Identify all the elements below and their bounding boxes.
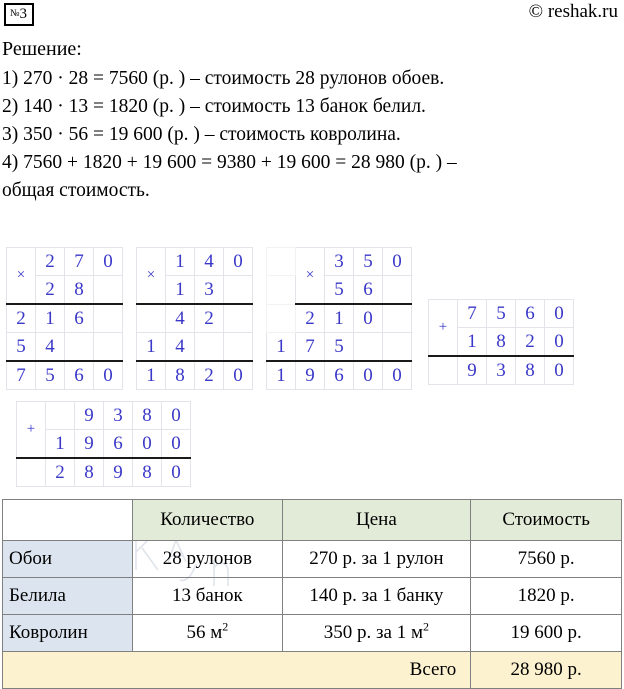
digit-cell: [429, 356, 458, 385]
table-row: [137, 248, 253, 276]
digit-cell: 8: [133, 458, 162, 487]
operator-multiply-icon: ×: [137, 248, 166, 305]
column-header-quantity: Количество: [133, 500, 282, 541]
digit-cell: 8: [65, 276, 94, 305]
column-addition-9380-19600: [16, 401, 191, 487]
digit-cell: 2: [195, 361, 224, 390]
digit-cell: [267, 276, 296, 305]
digit-cell: 1: [36, 304, 65, 333]
digit-cell: 3: [195, 276, 224, 305]
cell-price-whitewash: 140 р. за 1 банку: [282, 578, 471, 615]
quantity-value: 56 м: [186, 622, 223, 643]
digit-cell: [94, 304, 123, 333]
total-value: 28 980 р.: [471, 652, 622, 689]
cell-cost-wallpaper: 7560 р.: [471, 541, 622, 578]
table-row: [137, 304, 253, 333]
digit-cell: 0: [545, 328, 574, 357]
digit-cell: [94, 333, 123, 362]
digit-cell: 4: [166, 304, 195, 333]
digit-cell: 7: [7, 361, 36, 390]
digit-cell: 2: [46, 458, 75, 487]
digit-cell: 0: [545, 356, 574, 385]
digit-cell: 3: [487, 356, 516, 385]
digit-cell: [224, 333, 253, 362]
table-row-whitewash: [3, 578, 622, 615]
digit-cell: 0: [94, 248, 123, 276]
digit-cell: 1: [46, 430, 75, 459]
operator-multiply-icon: ×: [296, 248, 325, 305]
solution-step-1: 1) 270 · 28 = 7560 (р. ) – стоимость 28 рулонов обоев.: [2, 68, 445, 89]
digit-cell: 0: [224, 361, 253, 390]
digit-cell: 5: [7, 333, 36, 362]
task-number: 3: [19, 6, 28, 22]
digit-cell: 5: [487, 300, 516, 328]
digit-cell: [267, 248, 296, 276]
table-row: [267, 361, 412, 390]
digit-cell: 0: [383, 361, 412, 390]
digit-cell: 9: [104, 458, 133, 487]
table-row: [267, 333, 412, 362]
digit-cell: 0: [133, 430, 162, 459]
table-row: [137, 361, 253, 390]
table-total-row: [3, 652, 622, 689]
table-row: [267, 276, 412, 305]
digit-cell: 6: [516, 300, 545, 328]
table-row: [17, 402, 191, 430]
cell-quantity-wallpaper: 28 рулонов: [133, 541, 282, 578]
digit-cell: 4: [36, 333, 65, 362]
copyright-notice: © reshak.ru: [528, 1, 618, 22]
digit-cell: 1: [137, 361, 166, 390]
digit-cell: [137, 304, 166, 333]
digit-cell: [354, 333, 383, 362]
cost-summary-table: [2, 499, 622, 689]
table-row: [7, 333, 123, 362]
operator-plus-icon: +: [17, 402, 46, 459]
cell-price-wallpaper: 270 р. за 1 рулон: [282, 541, 471, 578]
digit-cell: 9: [458, 356, 487, 385]
digit-cell: 8: [516, 356, 545, 385]
digit-cell: [383, 276, 412, 305]
row-header-wallpaper: Обои: [3, 541, 133, 578]
digit-cell: 1: [267, 333, 296, 362]
digit-cell: 0: [545, 300, 574, 328]
price-value: 350 р. за 1 м: [323, 622, 423, 643]
digit-cell: 1: [458, 328, 487, 357]
digit-cell: 7: [458, 300, 487, 328]
digit-cell: 8: [75, 458, 104, 487]
solution-title: Решение:: [2, 38, 82, 60]
digit-cell: 6: [325, 361, 354, 390]
digit-cell: 3: [325, 248, 354, 276]
price-exponent: 2: [422, 619, 429, 634]
digit-cell: [46, 402, 75, 430]
total-label: Всего: [3, 652, 471, 689]
digit-cell: 4: [166, 333, 195, 362]
column-header-cost: Стоимость: [471, 500, 622, 541]
operator-plus-icon: +: [429, 300, 458, 357]
digit-cell: 6: [104, 430, 133, 459]
quantity-exponent: 2: [222, 619, 229, 634]
digit-cell: [94, 276, 123, 305]
operator-multiply-icon: ×: [7, 248, 36, 305]
digit-cell: 0: [383, 248, 412, 276]
digit-cell: 5: [354, 248, 383, 276]
table-row: [429, 356, 574, 385]
digit-cell: [224, 276, 253, 305]
solution-step-3: 3) 350 · 56 = 19 600 (р. ) – стоимость ковролина.: [2, 124, 401, 145]
column-multiplication-270x28: [6, 247, 123, 390]
digit-cell: 3: [104, 402, 133, 430]
table-header-row: [3, 500, 622, 541]
digit-cell: 8: [166, 361, 195, 390]
digit-cell: 0: [162, 430, 191, 459]
cell-cost-carpet: 19 600 р.: [471, 615, 622, 652]
digit-cell: [17, 458, 46, 487]
digit-cell: 0: [94, 361, 123, 390]
digit-cell: 1: [137, 333, 166, 362]
digit-cell: 7: [296, 333, 325, 362]
column-multiplication-140x13: [136, 247, 253, 390]
digit-cell: 0: [354, 304, 383, 333]
digit-cell: [267, 304, 296, 333]
cell-price-carpet: [282, 615, 471, 652]
digit-cell: [195, 333, 224, 362]
digit-cell: 7: [65, 248, 94, 276]
digit-cell: 5: [325, 333, 354, 362]
digit-cell: 2: [516, 328, 545, 357]
digit-cell: [224, 304, 253, 333]
solution-step-2: 2) 140 · 13 = 1820 (р. ) – стоимость 13 банок белил.: [2, 96, 426, 117]
solution-block: [2, 36, 562, 205]
column-addition-7560-1820: [428, 299, 574, 385]
solution-step-4-continued: общая стоимость.: [2, 180, 150, 201]
digit-cell: 5: [36, 361, 65, 390]
solution-step-4: 4) 7560 + 1820 + 19 600 = 9380 + 19 600 = 28 980 (р. ) –: [2, 152, 457, 173]
digit-cell: 8: [487, 328, 516, 357]
digit-cell: 0: [162, 402, 191, 430]
digit-cell: [65, 333, 94, 362]
digit-cell: 6: [354, 276, 383, 305]
number-sign: №: [10, 8, 20, 19]
table-row: [267, 248, 412, 276]
digit-cell: [383, 304, 412, 333]
digit-cell: 6: [65, 361, 94, 390]
digit-cell: 8: [133, 402, 162, 430]
digit-cell: 2: [36, 248, 65, 276]
column-header-price: Цена: [282, 500, 471, 541]
table-row-wallpaper: [3, 541, 622, 578]
table-row: [137, 333, 253, 362]
cell-quantity-whitewash: 13 банок: [133, 578, 282, 615]
table-row-carpet: [3, 615, 622, 652]
table-row: [7, 248, 123, 276]
digit-cell: 1: [267, 361, 296, 390]
cell-cost-whitewash: 1820 р.: [471, 578, 622, 615]
digit-cell: 2: [296, 304, 325, 333]
digit-cell: 9: [75, 402, 104, 430]
digit-cell: 9: [75, 430, 104, 459]
digit-cell: 2: [195, 304, 224, 333]
digit-cell: 9: [296, 361, 325, 390]
cell-quantity-carpet: [133, 615, 282, 652]
digit-cell: 5: [325, 276, 354, 305]
table-corner-cell: [3, 500, 133, 541]
table-row: [7, 361, 123, 390]
digit-cell: 1: [166, 276, 195, 305]
digit-cell: 2: [7, 304, 36, 333]
table-row: [429, 300, 574, 328]
digit-cell: 1: [166, 248, 195, 276]
digit-cell: [383, 333, 412, 362]
task-number-badge: [4, 3, 34, 26]
digit-cell: 0: [224, 248, 253, 276]
digit-cell: 1: [325, 304, 354, 333]
row-header-whitewash: Белила: [3, 578, 133, 615]
digit-cell: 2: [36, 276, 65, 305]
row-header-carpet: Ковролин: [3, 615, 133, 652]
digit-cell: 0: [162, 458, 191, 487]
digit-cell: 0: [354, 361, 383, 390]
digit-cell: 4: [195, 248, 224, 276]
column-multiplication-350x56: [266, 247, 412, 390]
table-row: [267, 304, 412, 333]
table-row: [17, 458, 191, 487]
table-row: [7, 304, 123, 333]
digit-cell: 6: [65, 304, 94, 333]
